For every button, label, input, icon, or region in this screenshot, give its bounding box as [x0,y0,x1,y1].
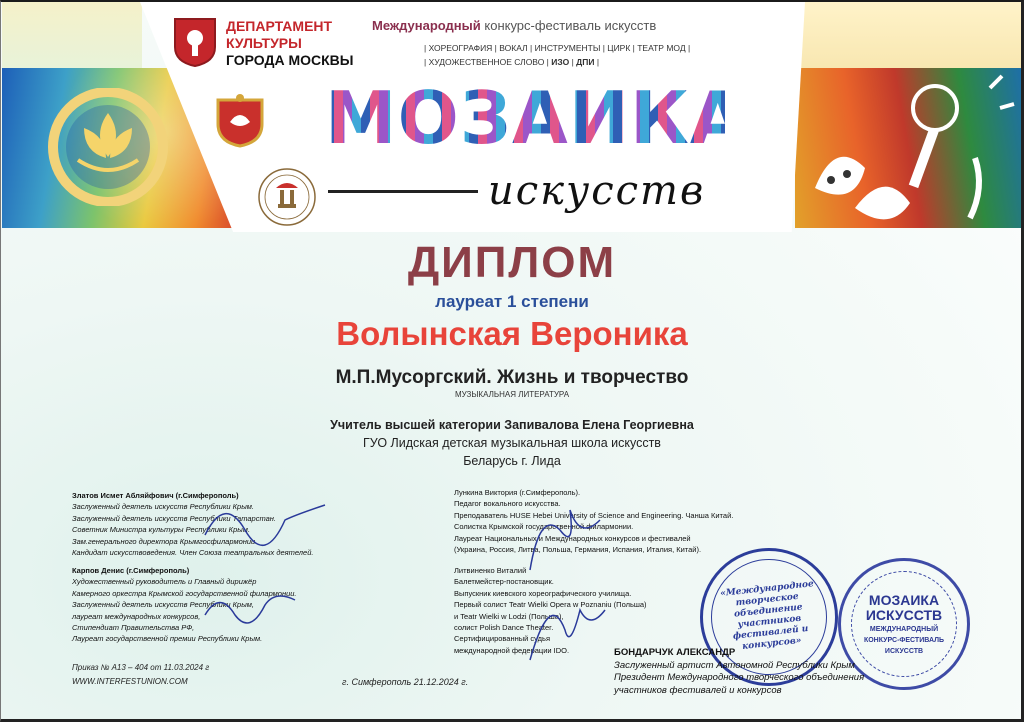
crimea-emblem-icon [214,92,266,150]
contest-genres: | ХОРЕОГРАФИЯ | ВОКАЛ | ИНСТРУМЕНТЫ | ЦИРК | ТЕАТР МОД | | ХУДОЖЕСТВЕННОЕ СЛОВО | ИЗО | ДПИ | [424,43,691,67]
top-right-decoration [795,2,1021,68]
contest-stamp: МОЗАИКА ИСКУССТВ МЕЖДУНАРОДНЫЙ КОНКУРС-ФЕСТИВАЛЬ ИСКУССТВ [838,558,970,690]
lotus-logo-icon [38,88,178,206]
brand-divider [328,190,478,193]
work-category: МУЗЫКАЛЬНАЯ ЛИТЕРАТУРА [454,390,570,399]
president-signature-block: БОНДАРЧУК АЛЕКСАНДР Заслуженный артист Автономной Республики Крым Президент Международного творческого объединения участников фестивалей и конкурсов [614,647,865,696]
school-name: ГУО Лидская детская музыкальная школа искусств [363,436,661,450]
jury-member-karpov: Карпов Денис (г.Симферополь) Художественный руководитель и Главный дирижёр Камерного оркестра Крымской государственной филармонии. Заслуженный деятель искусств Республики Крым, лауреат международных конкурсов, Стипендиат Правительства РФ, Лауреат государственной премии Республики Крым. [72,566,297,644]
brand-logo: МОЗАИКА [325,76,747,160]
top-left-decoration [2,2,142,68]
brand-subtitle: искусств [488,168,706,214]
diploma-title: ДИПЛОМ [407,238,617,287]
jury-member-zlatov: Златов Исмет Абляйфович (г.Симферополь) Заслуженный деятель искусств Республики Крым. Заслуженный деятель искусств Республики Татарстан. Советник Министра культуры Республики Крым. Зам.генерального директора Крымгосфилармонии. Кандидат искусствоведения. Член Союза театральных деятелей. [72,491,314,558]
department-name: ДЕПАРТАМЕНТ КУЛЬТУРЫ ГОРОДА МОСКВЫ [226,18,354,68]
moscow-emblem-icon [172,16,218,68]
country-city: Беларусь г. Лида [463,454,561,468]
order-number: Приказ № А13 – 404 от 11.03.2024 г [72,663,210,672]
work-title: М.П.Мусоргский. Жизнь и творчество [335,367,689,388]
jury-member-lunkina: Лункина Виктория (г.Симферополь). Педагог вокального искусства. Преподаватель HUSE Hebei University of Science and Engineering. Чанша Китай. Солистка Крымской государственной филармонии. Лауреат Национальных и Международных конкурсов и фестивалей (Украина, Россия, Литва, Польша, Германия, Испания, Италия, Китай). [454,488,734,555]
jury-member-litvinenko: Литвиненко Виталий Балетмейстер-постановщик. Выпускник киевского хореографического училища. Первый солист Teatr Wielki Opera w Poznaniu (Польша) и Teatr Wielki w Lodzi (Польша), солист Polish Dance Theater. Сертифицированный судья международной федерации IDO. [454,566,647,655]
place-date: г. Симферополь 21.12.2024 г. [342,677,469,687]
laureate-degree: лауреат 1 степени [435,292,589,311]
contest-title: Международный конкурс-фестиваль искусств [372,18,657,33]
teacher-name: Учитель высшей категории Запивалова Елена Георгиевна [330,418,694,432]
winner-name: Волынская Вероника [336,315,688,352]
ministry-emblem-icon [256,166,318,228]
website-text: WWW.INTERFESTUNION.COM [72,677,188,686]
theatre-masks-icon [795,68,1021,228]
official-stamp: «Международное творческое объединение участников фестивалей и конкурсов» [700,548,838,686]
right-art-banner [795,68,1021,228]
